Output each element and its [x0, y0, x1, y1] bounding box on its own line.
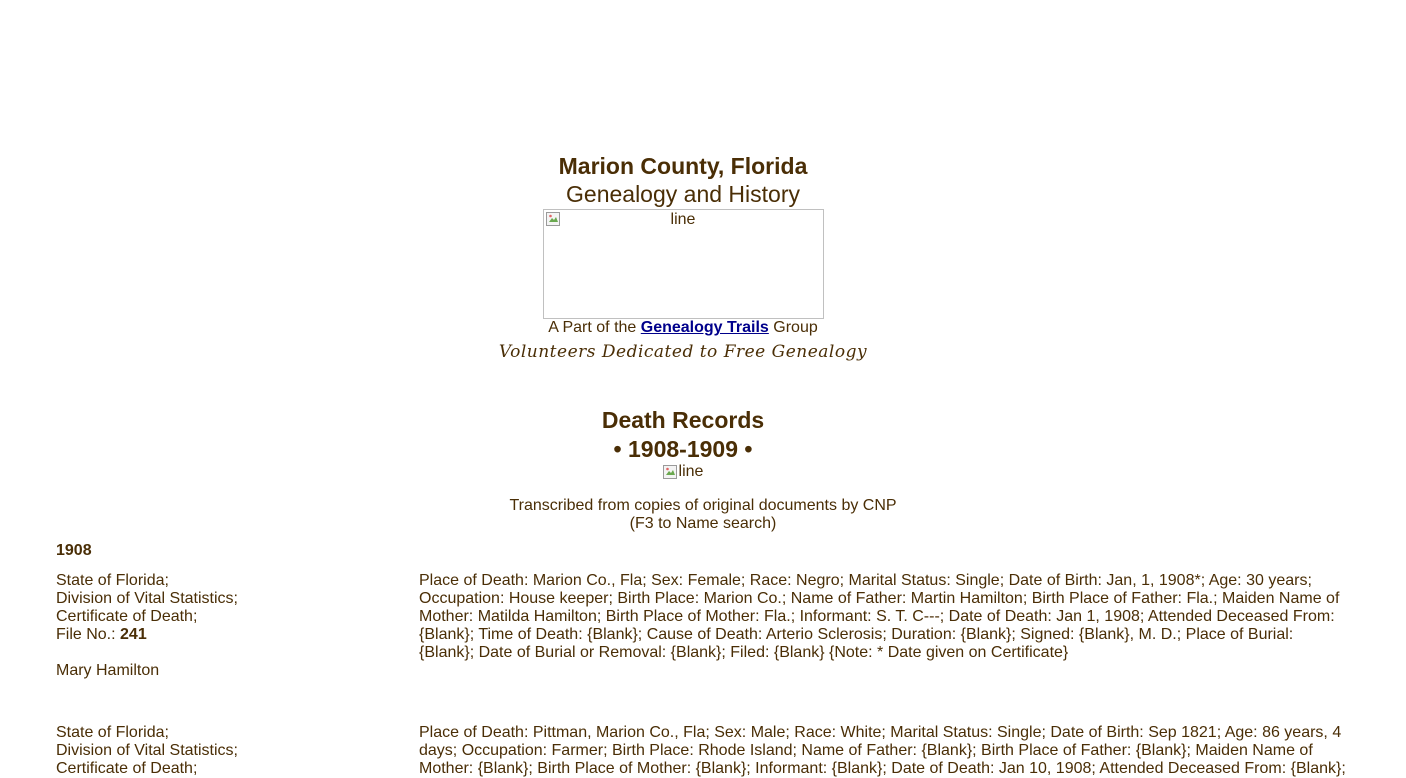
record-file-no	[56, 626, 386, 644]
header-line-image-alt: line	[670, 211, 696, 228]
part-of-line	[0, 319, 1366, 337]
genealogy-trails-link[interactable]: Genealogy Trails	[640, 319, 769, 336]
record-division: Division of Vital Statistics;	[56, 742, 238, 759]
record-details: Place of Death: Pittman, Marion Co., Fla; Sex: Male; Race: White; Marital Status: Single; Date of Birth: Sep 1821; Age: 86 years, 4 days; Occupation: Farmer; Birth Place: Rhode Island; Name of Father: {Blank}; Birth Place of Father: {Blank}; Maiden Name of Mother: {Blank}; Birth Place of Mother: {Blank}; Informant: {Blank}; Date of Death: Jan 10, 1908; Attended Deceased From: {Blank};	[419, 724, 1346, 777]
record-name: Mary Hamilton	[56, 662, 160, 679]
site-subtitle: Genealogy and History	[566, 181, 800, 207]
header-line-image	[543, 209, 824, 319]
part-of-prefix: A Part of the	[548, 319, 637, 336]
file-no-value: 241	[120, 626, 147, 643]
records-line-image	[663, 463, 704, 481]
records-line-image-alt: line	[678, 463, 704, 480]
site-header	[0, 152, 1366, 363]
record-certificate: Certificate of Death;	[56, 760, 198, 777]
record-state: State of Florida;	[56, 572, 169, 589]
records-title: Death Records	[601, 407, 765, 433]
broken-image-icon	[663, 465, 677, 479]
record-header	[56, 724, 386, 778]
records-years: • 1908-1909 •	[613, 436, 753, 462]
transcription-note	[0, 497, 1406, 533]
part-of-suffix: Group	[773, 319, 818, 336]
record-division: Division of Vital Statistics;	[56, 590, 238, 607]
search-hint: (F3 to Name search)	[629, 515, 777, 532]
site-title: Marion County, Florida	[558, 153, 808, 179]
record-details: Place of Death: Marion Co., Fla; Sex: Female; Race: Negro; Marital Status: Single; Date of Birth: Jan, 1, 1908*; Age: 30 years; Occupation: House keeper; Birth Place: Marion Co.; Name of Father: Martin Hamilton; Birth Place of Father: Fla.; Maiden Name of Mother: Matilda Hamilton; Birth Place of Mother: Fla.; Informant: S. T. C---; Date of Death: Jan 1, 1908; Attended Deceased From: {Blank}; Time of Death: {Blank}; Cause of Death: Arterio Sclerosis; Duration: {Blank}; Signed: {Blank}, M. D.; Place of Burial: {Blank}; Date of Burial or Removal: {Blank}; Filed: {Blank} {Note: * Date given on Certificate}	[419, 572, 1340, 661]
file-no-label: File No.:	[56, 626, 116, 643]
record-header	[56, 572, 386, 680]
tagline: Volunteers Dedicated to Free Genealogy	[498, 342, 868, 362]
records-heading	[0, 406, 1366, 484]
record-certificate: Certificate of Death;	[56, 608, 198, 625]
year-label: 1908	[56, 542, 92, 559]
record-state: State of Florida;	[56, 724, 169, 741]
transcribed-by: Transcribed from copies of original documents by CNP	[509, 497, 897, 514]
